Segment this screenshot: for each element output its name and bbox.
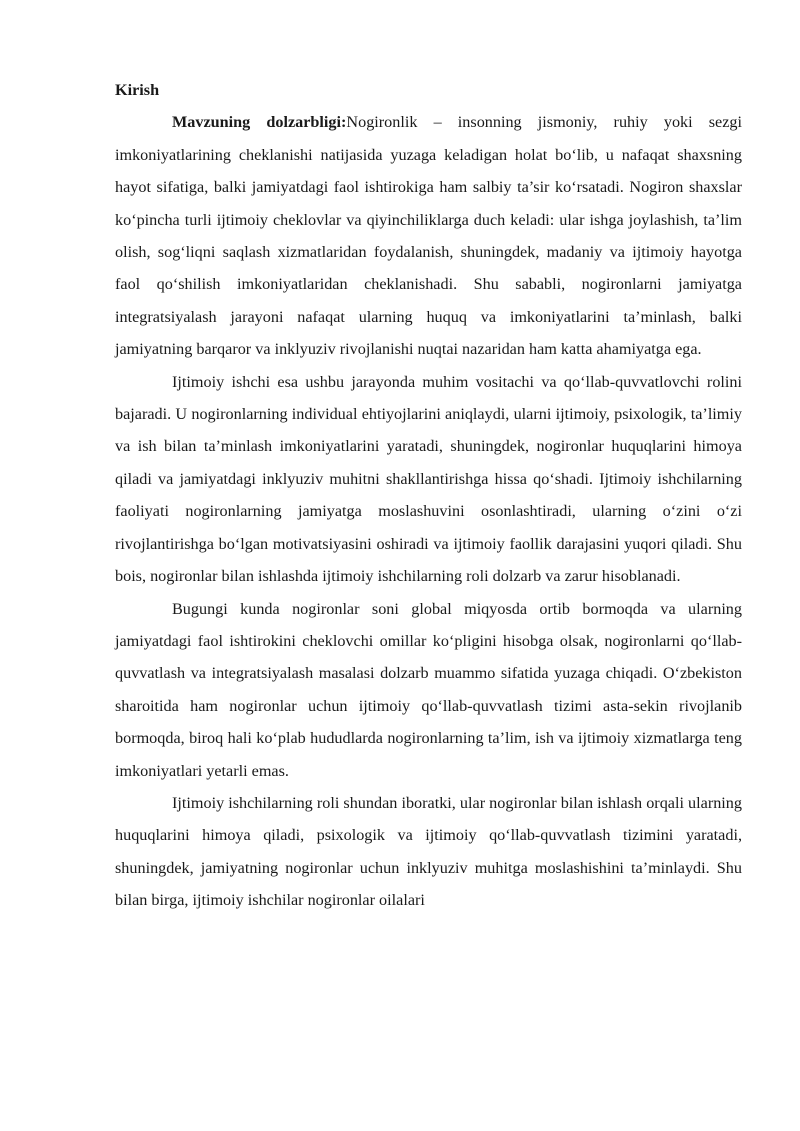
- relevance-lead: Mavzuning dolzarbligi:: [172, 113, 347, 132]
- paragraph: Ijtimoiy ishchi esa ushbu jarayonda muhim vositachi va qo‘llab-quvvatlovchi rolini bajaradi. U nogironlarning individual ehtiyojlarini aniqlaydi, ularni ijtimoiy, psixologik, ta’limiy va ish bilan ta’minlash imkoniyatlarini yaratadi, shuningdek, nogironlar huquqlarini himoya qiladi va jamiyatdagi inklyuziv muhitni shakllantirishga hissa qo‘shadi. Ijtimoiy ishchilarning faoliyati nogironlarning jamiyatga moslashuvini osonlashtiradi, ularning o‘zini o‘zi rivojlantirishga bo‘lgan motivatsiyasini oshiradi va ijtimoiy faollik darajasini yuqori qiladi. Shu bois, nogironlar bilan ishlashda ijtimoiy ishchilarning roli dolzarb va zarur hisoblanadi.: [115, 372, 742, 586]
- document-page: [115, 74, 742, 917]
- paragraph: Ijtimoiy ishchilarning roli shundan iboratki, ular nogironlar bilan ishlash orqali ularning huquqlarini himoya qiladi, psixologik va ijtimoiy qo‘llab-quvvatlash tizimini yaratadi, shuningdek, jamiyatning nogironlar uchun inklyuziv muhitga moslashishini ta’minlaydi. Shu bilan birga, ijtimoiy ishchilar nogironlar oilalari: [115, 793, 742, 910]
- paragraph: Bugungi kunda nogironlar soni global miqyosda ortib bormoqda va ularning jamiyatdagi faol ishtirokini cheklovchi omillar ko‘pligini hisobga olsak, nogironlarni qo‘llab-quvvatlash va integratsiyalash masalasi dolzarb muammo sifatida yuzaga chiqadi. O‘zbekiston sharoitida ham nogironlar uchun ijtimoiy qo‘llab-quvvatlash tizimi asta-sekin rivojlanib bormoqda, biroq hali ko‘plab hududlarda nogironlarning ta’lim, ish va ijtimoiy xizmatlarga teng imkoniyatlari yetarli emas.: [115, 599, 742, 780]
- relevance-text: Nogironlik – insonning jismoniy, ruhiy yoki sezgi imkoniyatlarining cheklanishi natijasida yuzaga keladigan holat bo‘lib, u nafaqat shaxsning hayot sifatiga, balki jamiyatdagi faol ishtirokiga ham salbiy ta’sir ko‘rsatadi. Nogiron shaxslar ko‘pincha turli ijtimoiy cheklovlar va qiyinchiliklarga duch keladi: ular ishga joylashish, ta’lim olish, sog‘liqni saqlash xizmatlaridan foydalanish, shuningdek, madaniy va ijtimoiy hayotga faol qo‘shilish imkoniyatlaridan cheklanishadi. Shu sababli, nogironlarni jamiyatga integratsiyalash jarayoni nafaqat ularning huquq va imkoniyatlarini ta’minlash, balki jamiyatning barqaror va inklyuziv rivojlanishi nuqtai nazaridan ham katta ahamiyatga ega.: [115, 113, 743, 359]
- paragraph-relevance: [115, 106, 742, 365]
- section-heading: Kirish: [115, 81, 160, 99]
